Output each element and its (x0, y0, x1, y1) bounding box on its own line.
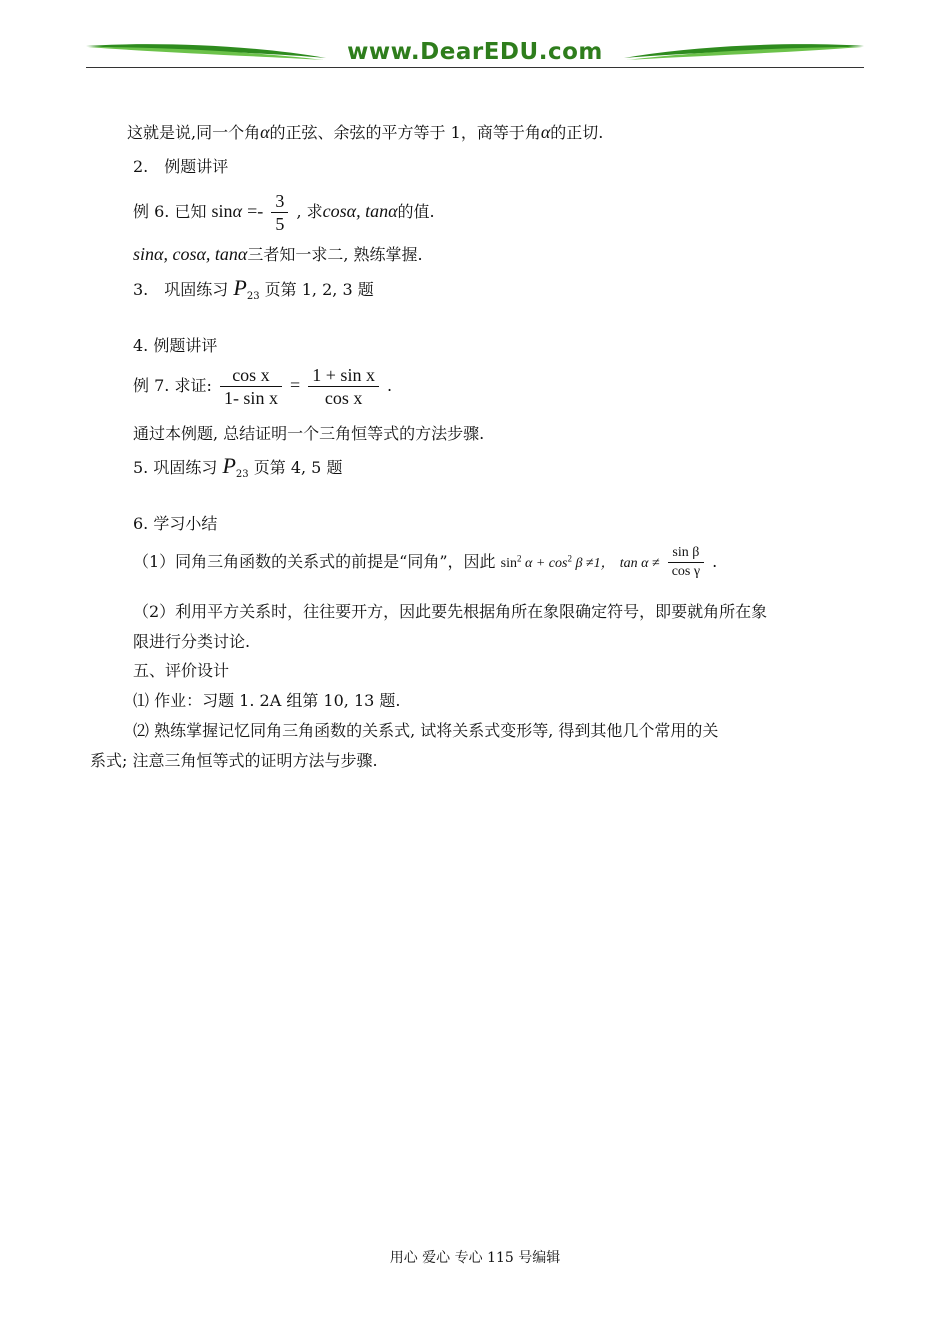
section-5-heading: 五、评价设计 (133, 661, 230, 680)
fraction-1-plus-sin-over-cos: $\frac{\text{1 + sin x}}{\text{cos x}}$ (308, 364, 379, 409)
header-rule (86, 67, 864, 68)
homework-item-2-line-1: ⑵ 熟练掌握记忆同角三角函数的关系式, 试将关系式变形等, 得到其他几个常用的关 (133, 721, 719, 740)
example-7: 例 7. 求证: $\frac{\text{cos x}}{\text{1- sin x}}$ = $\frac{\text{1 + sin x}}{\text{cos x}}$ . (133, 365, 393, 408)
summary-point-2-line-1: （2）利用平方关系时，往往要开方，因此要先根据角所在象限确定符号，即要就角所在象 (133, 602, 768, 621)
example-6: 例 6. 已知 sinα =- $\frac{3}{5}$ , 求cosα, tanα的值. (133, 191, 435, 234)
summary-point-2-line-2: 限进行分类讨论. (133, 632, 251, 651)
line-know-one-find-two: sinα, cosα, tanα三者知一求二, 熟练掌握. (133, 244, 423, 264)
section-6-heading: 6. 学习小结 (133, 514, 218, 533)
practice-1: 3. 巩固练习 $P_{23}$ 页第 1, 2, 3 题 (133, 275, 374, 303)
fraction-sinbeta-over-cosgamma: $\frac{\text{sin β}}{\text{cos γ}}$ (668, 544, 704, 581)
site-url: www.DearEDU.com (347, 39, 603, 65)
fraction-cos-over-1-minus-sin: $\frac{\text{cos x}}{\text{1- sin x}}$ (220, 364, 282, 409)
section-4-heading: 4. 例题讲评 (133, 336, 218, 355)
summary-point-1: （1）同角三角函数的关系式的前提是“同角”，因此 $\sin^2 \alpha + \cos^2 \beta \ne 1$， tan α ≠ $\frac{\text{sin β}}{\text{cos γ}}$ . (133, 545, 718, 579)
section-2-heading: 2. 例题讲评 (133, 157, 229, 176)
line-summary: 这就是说,同一个角α的正弦、余弦的平方等于 1，商等于角α的正切. (127, 122, 604, 142)
page-footer: 用心 爱心 专心 115 号编辑 (389, 1250, 561, 1266)
practice-2: 5. 巩固练习 $P_{23}$ 页第 4, 5 题 (133, 453, 343, 481)
homework-item-2-line-2: 系式; 注意三角恒等式的证明方法与步骤. (90, 751, 378, 770)
homework-item-1: ⑴ 作业：习题 1. 2A 组第 10, 13 题. (133, 691, 401, 710)
fraction-3-5: $\frac{3}{5}$ (271, 190, 288, 235)
line-proof-method: 通过本例题, 总结证明一个三角恒等式的方法步骤. (133, 424, 485, 443)
